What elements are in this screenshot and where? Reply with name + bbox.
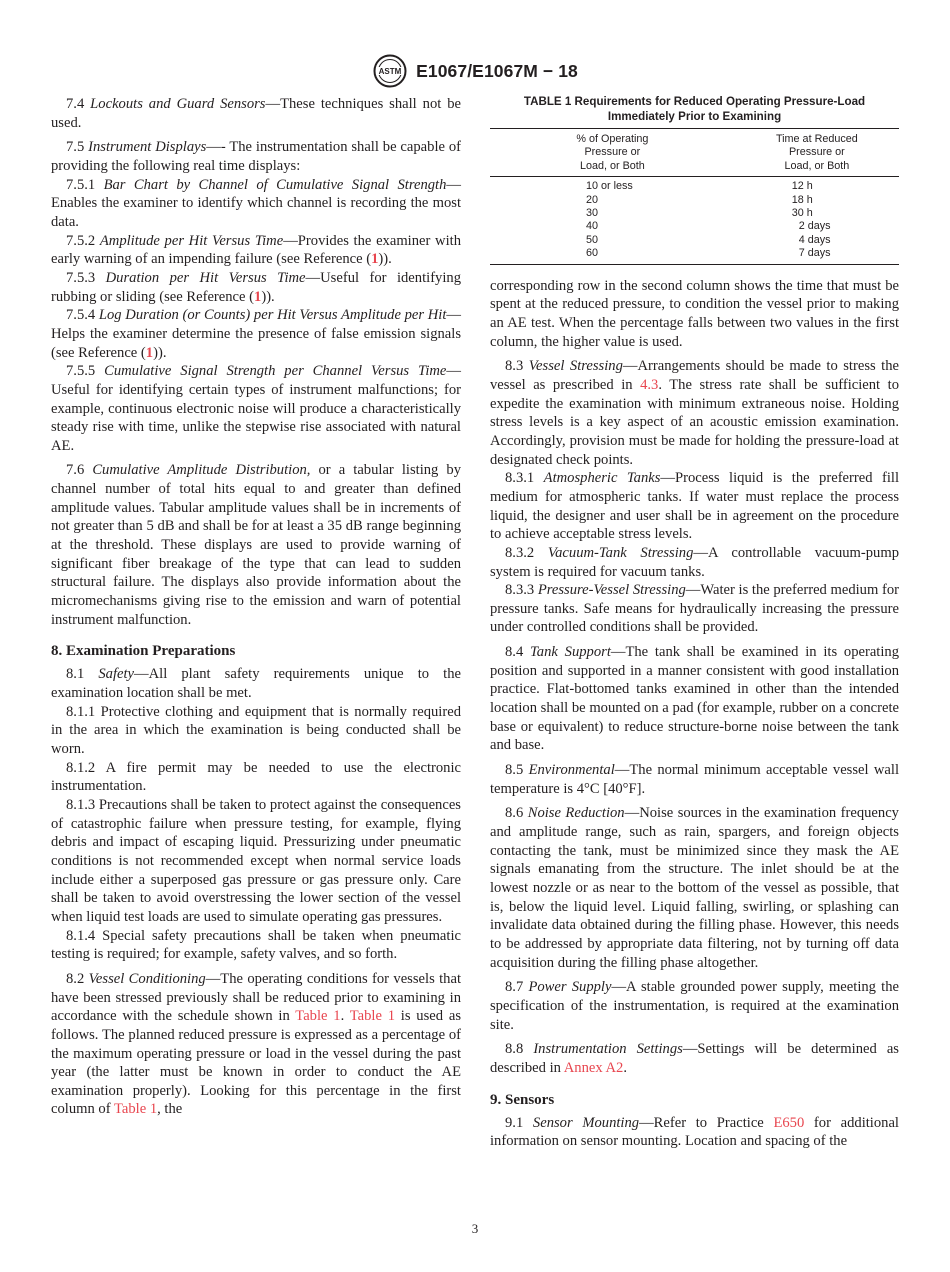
- para-8-5: 8.5 Environmental—The normal minimum acceptable vessel wall temperature is 4°C [40°F].: [490, 762, 899, 797]
- table-row: 20 18 h: [586, 193, 813, 206]
- table-row: 50 4 days: [586, 233, 831, 246]
- para-8-3: 8.3 Vessel Stressing—Arrangements should be made to stress the vessel as prescribed in 4.3. The stress rate shall be sufficient to expedite the examination with minimum extraneous noise. Holding stress levels is a key aspect of an acoustic emission examination. Accordingly, provision must be made for holding the pressure-load at designated check points.: [490, 358, 900, 468]
- table-row: 10 or less 12 h: [586, 180, 813, 193]
- astm-logo: [372, 54, 408, 88]
- table-row: 30 30 h: [586, 207, 813, 220]
- para-8-4: 8.4 Tank Support—The tank shall be examined in its operating position and supported in a manner consistent with good installation practice. Flat-bottomed tanks examined in other than the intended location shall be mounted on a pad (for example, rubber on a concrete base or equivalent) to reduce structure-borne noise between the tank and base.: [490, 644, 900, 754]
- para-8-1: 8.1 Safety—All plant safety requirements unique to the examination location shall be met.: [51, 666, 461, 702]
- para-8-1-2: 8.1.2 A fire permit may be needed to use the electronic instrumentation.: [51, 759, 461, 795]
- para-7-5: 7.5 Instrument Displays—- The instrumentation shall be capable of providing the following real time displays:: [51, 139, 461, 174]
- para-8-3-3: 8.3.3 Pressure-Vessel Stressing—Water is the preferred medium for pressure tanks. Safe means for hydraulically increasing the pressure under controlled conditions shall be provided.: [490, 582, 899, 636]
- svg-text:ASTM: ASTM: [378, 67, 402, 76]
- para-7-5-3: 7.5.3 Duration per Hit Versus Time—Useful for identifying rubbing or sliding (see Reference (1)).: [51, 269, 461, 305]
- para-9-1: 9.1 Sensor Mounting—Refer to Practice E650 for additional information on sensor mounting. Location and spacing of the: [490, 1114, 899, 1150]
- para-7-6: 7.6 Cumulative Amplitude Distribution, or a tabular listing by channel number of total hits equal to and greater than defined amplitude values. Tabular amplitude values shall be in increments of not greater than 5 dB and shall be for at least a 35 dB range beginning at the threshold. These displays are used to provide warning of significant fiber breakage of the type that can lead to sudden structural failure. The displays also provide information about the micromechanisms giving rise to the emission and warn of potential instrument malfunction.: [51, 462, 461, 628]
- column-header-time: Time at Reduced Pressure or Load, or Both: [735, 129, 899, 177]
- document-id: E1067/E1067M − 18: [416, 60, 578, 81]
- para-7-5-5: 7.5.5 Cumulative Signal Strength per Channel Versus Time—Useful for identifying certain types of instrument malfunctions; for example, continuous electronic noise will produce a characteristically steady rise with time, unlike the stepwise rise associated with natural AE.: [51, 363, 461, 454]
- para-8-1-4: 8.1.4 Special safety precautions shall be taken when pneumatic testing is required; for example, safety valves, and so forth.: [51, 927, 461, 963]
- para-8-7: 8.7 Power Supply—A stable grounded power supply, meeting the specification of the instrumentation, is required at the examination site.: [490, 979, 899, 1033]
- table-1-link[interactable]: Table 1: [349, 1008, 396, 1025]
- table-row: 40 2 days: [586, 220, 831, 233]
- reference-link[interactable]: 1: [254, 288, 262, 305]
- para-8-2-continued: corresponding row in the second column shows the time that must be spent at the reduced pressure, to condition the vessel prior to making an AE test. When the percentage falls between two values in the first column, the higher value is used.: [490, 277, 899, 350]
- para-8-8: 8.8 Instrumentation Settings—Settings will be determined as described in Annex A2.: [490, 1041, 899, 1076]
- table-1-link[interactable]: Table 1: [295, 1008, 341, 1025]
- para-8-3-1: 8.3.1 Atmospheric Tanks—Process liquid is the preferred fill medium for atmospheric tanks. If water must replace the process liquid, the designer and user shall be in agreement on the procedure to achieve acceptable stress levels.: [490, 470, 900, 543]
- para-8-1-1: 8.1.1 Protective clothing and equipment that is normally required in the area in which the examination is being conducted shall be worn.: [51, 703, 461, 757]
- requirements-table: [490, 128, 899, 265]
- e650-link[interactable]: E650: [773, 1114, 805, 1131]
- section-4-3-link[interactable]: 4.3: [640, 376, 659, 393]
- para-8-6: 8.6 Noise Reduction—Noise sources in the examination frequency and amplitude range, such as rain, spargers, and foreign objects contacting the tank, must be minimized since they mask the AE signals emanating from the structure. The inlet should be at the lowest nozzle or as near to the bottom of the vessel as possible, that is, below the liquid level. Liquid falling, swirling, or splashing can invalidate data obtained during the filling phase. However, this needs to be addressed by appropriate data filtering, not by turning off data acquisition during the filling phase altogether.: [490, 805, 899, 971]
- table-row: 60 7 days: [490, 247, 899, 264]
- left-column: [51, 95, 461, 1119]
- page-number: 3: [471, 1221, 479, 1236]
- section-heading-9: 9. Sensors: [490, 1091, 555, 1108]
- para-8-2: 8.2 Vessel Conditioning—The operating conditions for vessels that have been stressed previously shall be reduced prior to examining in accordance with the schedule shown in Table 1. Table 1 is used as follows. The planned reduced pressure is expressed as a percentage of the maximum operating pressure or load in the vessel during the past year (the latter must be known in order to conduct the AE examination properly). Looking for this percentage in the first column of Table 1, the: [51, 970, 462, 1118]
- annex-a2-link[interactable]: Annex A2: [563, 1059, 624, 1076]
- table-header-row: [490, 129, 899, 177]
- section-heading-8: 8. Examination Preparations: [51, 643, 236, 660]
- para-8-1-3: 8.1.3 Precautions shall be taken to protect against the consequences of catastrophic failure when pressure testing, for example, flying debris and impact of escaping liquid. Pressurizing under pneumatic conditions is not recommended except when normal service loads include either a superposed gas pressure or gas pressure only. Care shall be taken to avoid overstressing the lower section of the vessel when liquid test loads are used to simulate operating gas pressures.: [51, 796, 461, 925]
- para-7-5-4: 7.5.4 Log Duration (or Counts) per Hit Versus Amplitude per Hit—Helps the examiner determine the presence of false emission signals (see Reference (1)).: [51, 307, 461, 361]
- column-header-percent: % of Operating Pressure or Load, or Both: [490, 129, 735, 177]
- table-1: [490, 95, 899, 265]
- table-title: TABLE 1 Requirements for Reduced Operating Pressure-Load Immediately Prior to Examining: [523, 95, 866, 123]
- para-8-3-2: 8.3.2 Vacuum-Tank Stressing—A controllable vacuum-pump system is required for vacuum tanks.: [490, 544, 899, 580]
- para-7-5-1: 7.5.1 Bar Chart by Channel of Cumulative Signal Strength—Enables the examiner to identify which channel is recording the most data.: [51, 176, 461, 230]
- page-header: [0, 54, 950, 88]
- reference-link[interactable]: 1: [371, 251, 379, 268]
- para-7-4: 7.4 Lockouts and Guard Sensors—These techniques shall not be used.: [51, 96, 461, 131]
- reference-link[interactable]: 1: [145, 344, 154, 361]
- table-1-link[interactable]: Table 1: [113, 1101, 158, 1118]
- para-7-5-2: 7.5.2 Amplitude per Hit Versus Time—Provides the examiner with early warning of an impending failure (see Reference (1)).: [51, 232, 461, 268]
- right-column: [490, 95, 899, 1151]
